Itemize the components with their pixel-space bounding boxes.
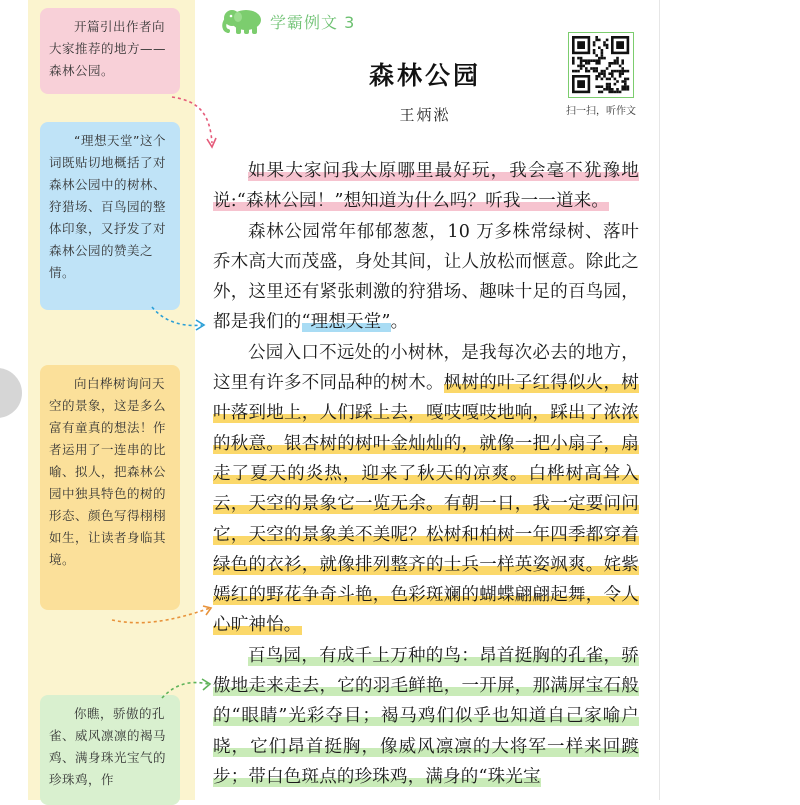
article-title: 森林公园 — [368, 61, 481, 90]
highlighted-text: 如果大家问我太原哪里最好玩，我会毫不犹豫地说:“森林公园！”想知道为什么吗？听我一一道来。 — [213, 161, 639, 212]
article-author: 王炳淞 — [399, 106, 451, 124]
note-ideal-paradise: “理想天堂”这个词既贴切地概括了对森林公园中的树林、狩猎场、百鸟园的整体印象，又抒发了对森林公园的赞美之情。 — [40, 122, 180, 310]
arrow-green-icon — [160, 672, 220, 702]
elephant-icon — [222, 7, 266, 35]
paragraph-text: 公园入口不远处的小树林，是我每次必去的地方，这里有许多不同品种的树木。 — [213, 342, 639, 394]
highlighted-text: 枫树的叶子红得似火，树叶落到地上，人们踩上去，嘎吱嘎吱地响，踩出了浓浓的秋意。银杏树的树叶金灿灿的，就像一把小扇子，扇走了夏天的炎热，迎来了秋天的凉爽。白桦树高耸入云，天空的景象它一览无余。有朝一日，我一定要问问它，天空的景象美不美呢？松树和柏树一年四季都穿着绿色的衣衫，就像排列整齐的士兵一样英姿飒爽。姹紫嫣红的野花争奇斗艳，色彩斑斓的蝴蝶翩翩起舞，令人心旷神怡。 — [213, 373, 639, 636]
article-body — [213, 156, 639, 792]
page-scroll-handle[interactable] — [0, 368, 22, 418]
section-header — [222, 6, 355, 36]
note-opening: 开篇引出作者向大家推荐的地方——森林公园。 — [40, 8, 180, 94]
article-paragraph — [213, 338, 639, 641]
highlighted-text: “理想天堂” — [301, 312, 391, 333]
section-label: 学霸例文 3 — [270, 12, 356, 32]
article-paragraph — [213, 156, 639, 217]
arrow-blue-icon — [150, 305, 210, 335]
qr-code-icon[interactable] — [568, 32, 634, 98]
highlighted-text: 百鸟园，有成千上万种的鸟：昂首挺胸的孔雀，骄傲地走来走去，它的羽毛鲜艳，一开屏，那满屏宝石般的“眼睛”光彩夺目；褐马鸡们似乎也知道自己家喻户晓，它们昂首挺胸，像威风凛凛的大将军一样来回踱步；带白色斑点的珍珠鸡，满身的“珠光宝 — [213, 645, 639, 787]
qr-caption: 扫一扫，听作文 — [566, 106, 636, 117]
article-paragraph — [213, 641, 639, 792]
paragraph-text: 。 — [390, 312, 409, 333]
article-paragraph — [213, 217, 639, 338]
arrow-yellow-icon — [110, 600, 220, 630]
paragraph-text: 森林公园常年郁郁葱葱，10 万多株常绿树、落叶乔木高大而茂盛，身处其间，让人放松而惬意。除此之外，这里还有紧张刺激的狩猎场、趣味十足的百鸟园，都是我们的 — [213, 221, 639, 333]
note-birds: 你瞧，骄傲的孔雀、威风凛凛的褐马鸡、满身珠光宝气的珍珠鸡，作 — [40, 695, 180, 805]
note-trees: 向白桦树询问天空的景象，这是多么富有童真的想法！作者运用了一连串的比喻、拟人，把森林公园中独具特色的树的形态、颜色写得栩栩如生，让读者身临其境。 — [40, 365, 180, 610]
